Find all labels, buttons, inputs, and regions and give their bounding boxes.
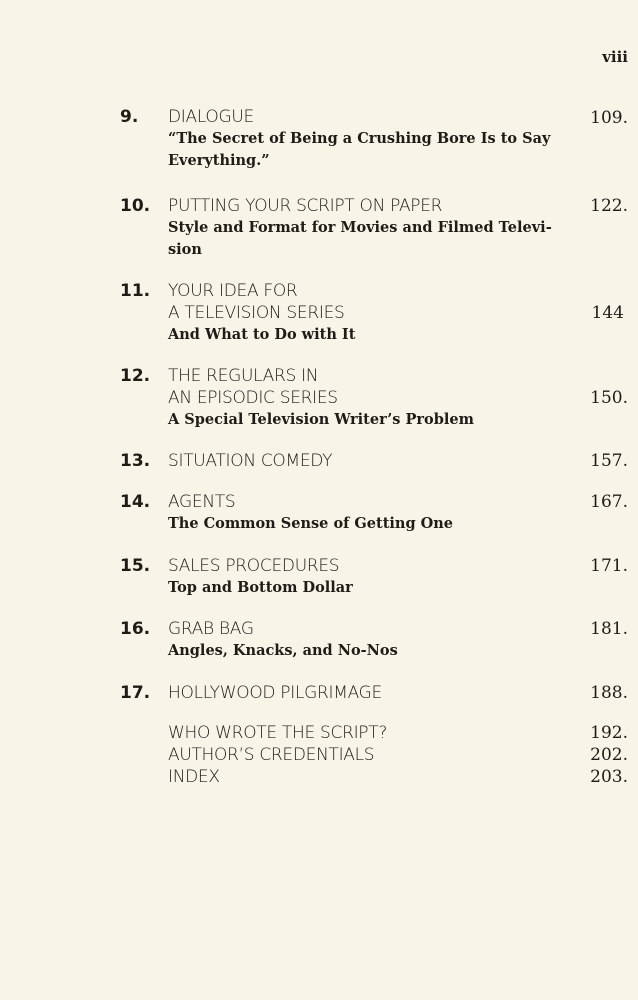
chapter-title-line-2: A TELEVISION SERIES [168, 303, 345, 323]
chapter-title: SITUATION COMEDY [168, 451, 333, 471]
chapter-title-line-1: THE REGULARS IN [168, 366, 319, 386]
toc-entry-10 [120, 195, 630, 261]
toc-entry-16 [120, 618, 630, 662]
toc-entry-14 [120, 491, 630, 535]
chapter-subtitle: Style and Format for Movies and Filmed Televi-sion [168, 219, 552, 258]
chapter-number: 9. [120, 107, 139, 127]
chapter-subtitle: A Special Television Writer’s Problem [168, 411, 474, 428]
page-number: viii [602, 48, 628, 66]
chapter-page: 122. [590, 196, 628, 216]
chapter-number: 10. [120, 196, 151, 216]
chapter-page: 171. [590, 556, 628, 576]
chapter-number: 17. [120, 683, 151, 703]
chapter-title: AGENTS [168, 492, 236, 512]
chapter-number: 13. [120, 451, 151, 471]
back-matter-title: INDEX [168, 767, 220, 787]
back-matter-title: AUTHOR’S CREDENTIALS [168, 745, 375, 765]
back-matter-index [120, 766, 630, 788]
chapter-subtitle: And What to Do with It [168, 326, 356, 343]
chapter-subtitle: Angles, Knacks, and No-Nos [168, 642, 398, 659]
chapter-page: 181. [590, 619, 628, 639]
chapter-number: 15. [120, 556, 151, 576]
toc-entry-13 [120, 450, 630, 472]
chapter-page: 167. [590, 492, 628, 512]
chapter-subtitle: “The Secret of Being a Crushing Bore Is to Say Everything.” [168, 130, 551, 169]
back-matter-title: WHO WROTE THE SCRIPT? [168, 723, 388, 743]
toc-entry-17 [120, 682, 630, 704]
chapter-page: 150. [590, 388, 628, 408]
chapter-number: 12. [120, 366, 151, 386]
back-matter-who-wrote [120, 722, 630, 744]
chapter-title: SALES PROCEDURES [168, 556, 340, 576]
chapter-number: 11. [120, 281, 151, 301]
toc-entry-15 [120, 555, 630, 599]
toc-entry-9 [120, 106, 630, 172]
chapter-page: 188. [590, 683, 628, 703]
chapter-title-line-1: YOUR IDEA FOR [168, 281, 298, 301]
back-matter-page: 202. [590, 745, 628, 765]
chapter-page: 144 [591, 303, 624, 323]
toc-entry-11 [120, 280, 630, 346]
chapter-title-line-2: AN EPISODIC SERIES [168, 388, 338, 408]
back-matter-credentials [120, 744, 630, 766]
chapter-subtitle: Top and Bottom Dollar [168, 579, 353, 596]
chapter-title: DIALOGUE [168, 107, 254, 127]
back-matter-page: 203. [590, 767, 628, 787]
back-matter-page: 192. [590, 723, 628, 743]
chapter-title: GRAB BAG [168, 619, 254, 639]
chapter-title: PUTTING YOUR SCRIPT ON PAPER [168, 196, 443, 216]
chapter-page: 157. [590, 451, 628, 471]
chapter-page: 109. [590, 108, 628, 128]
chapter-title: HOLLYWOOD PILGRIMAGE [168, 683, 382, 703]
chapter-number: 14. [120, 492, 151, 512]
toc-entry-12 [120, 365, 630, 431]
chapter-subtitle: The Common Sense of Getting One [168, 515, 454, 532]
chapter-number: 16. [120, 619, 151, 639]
